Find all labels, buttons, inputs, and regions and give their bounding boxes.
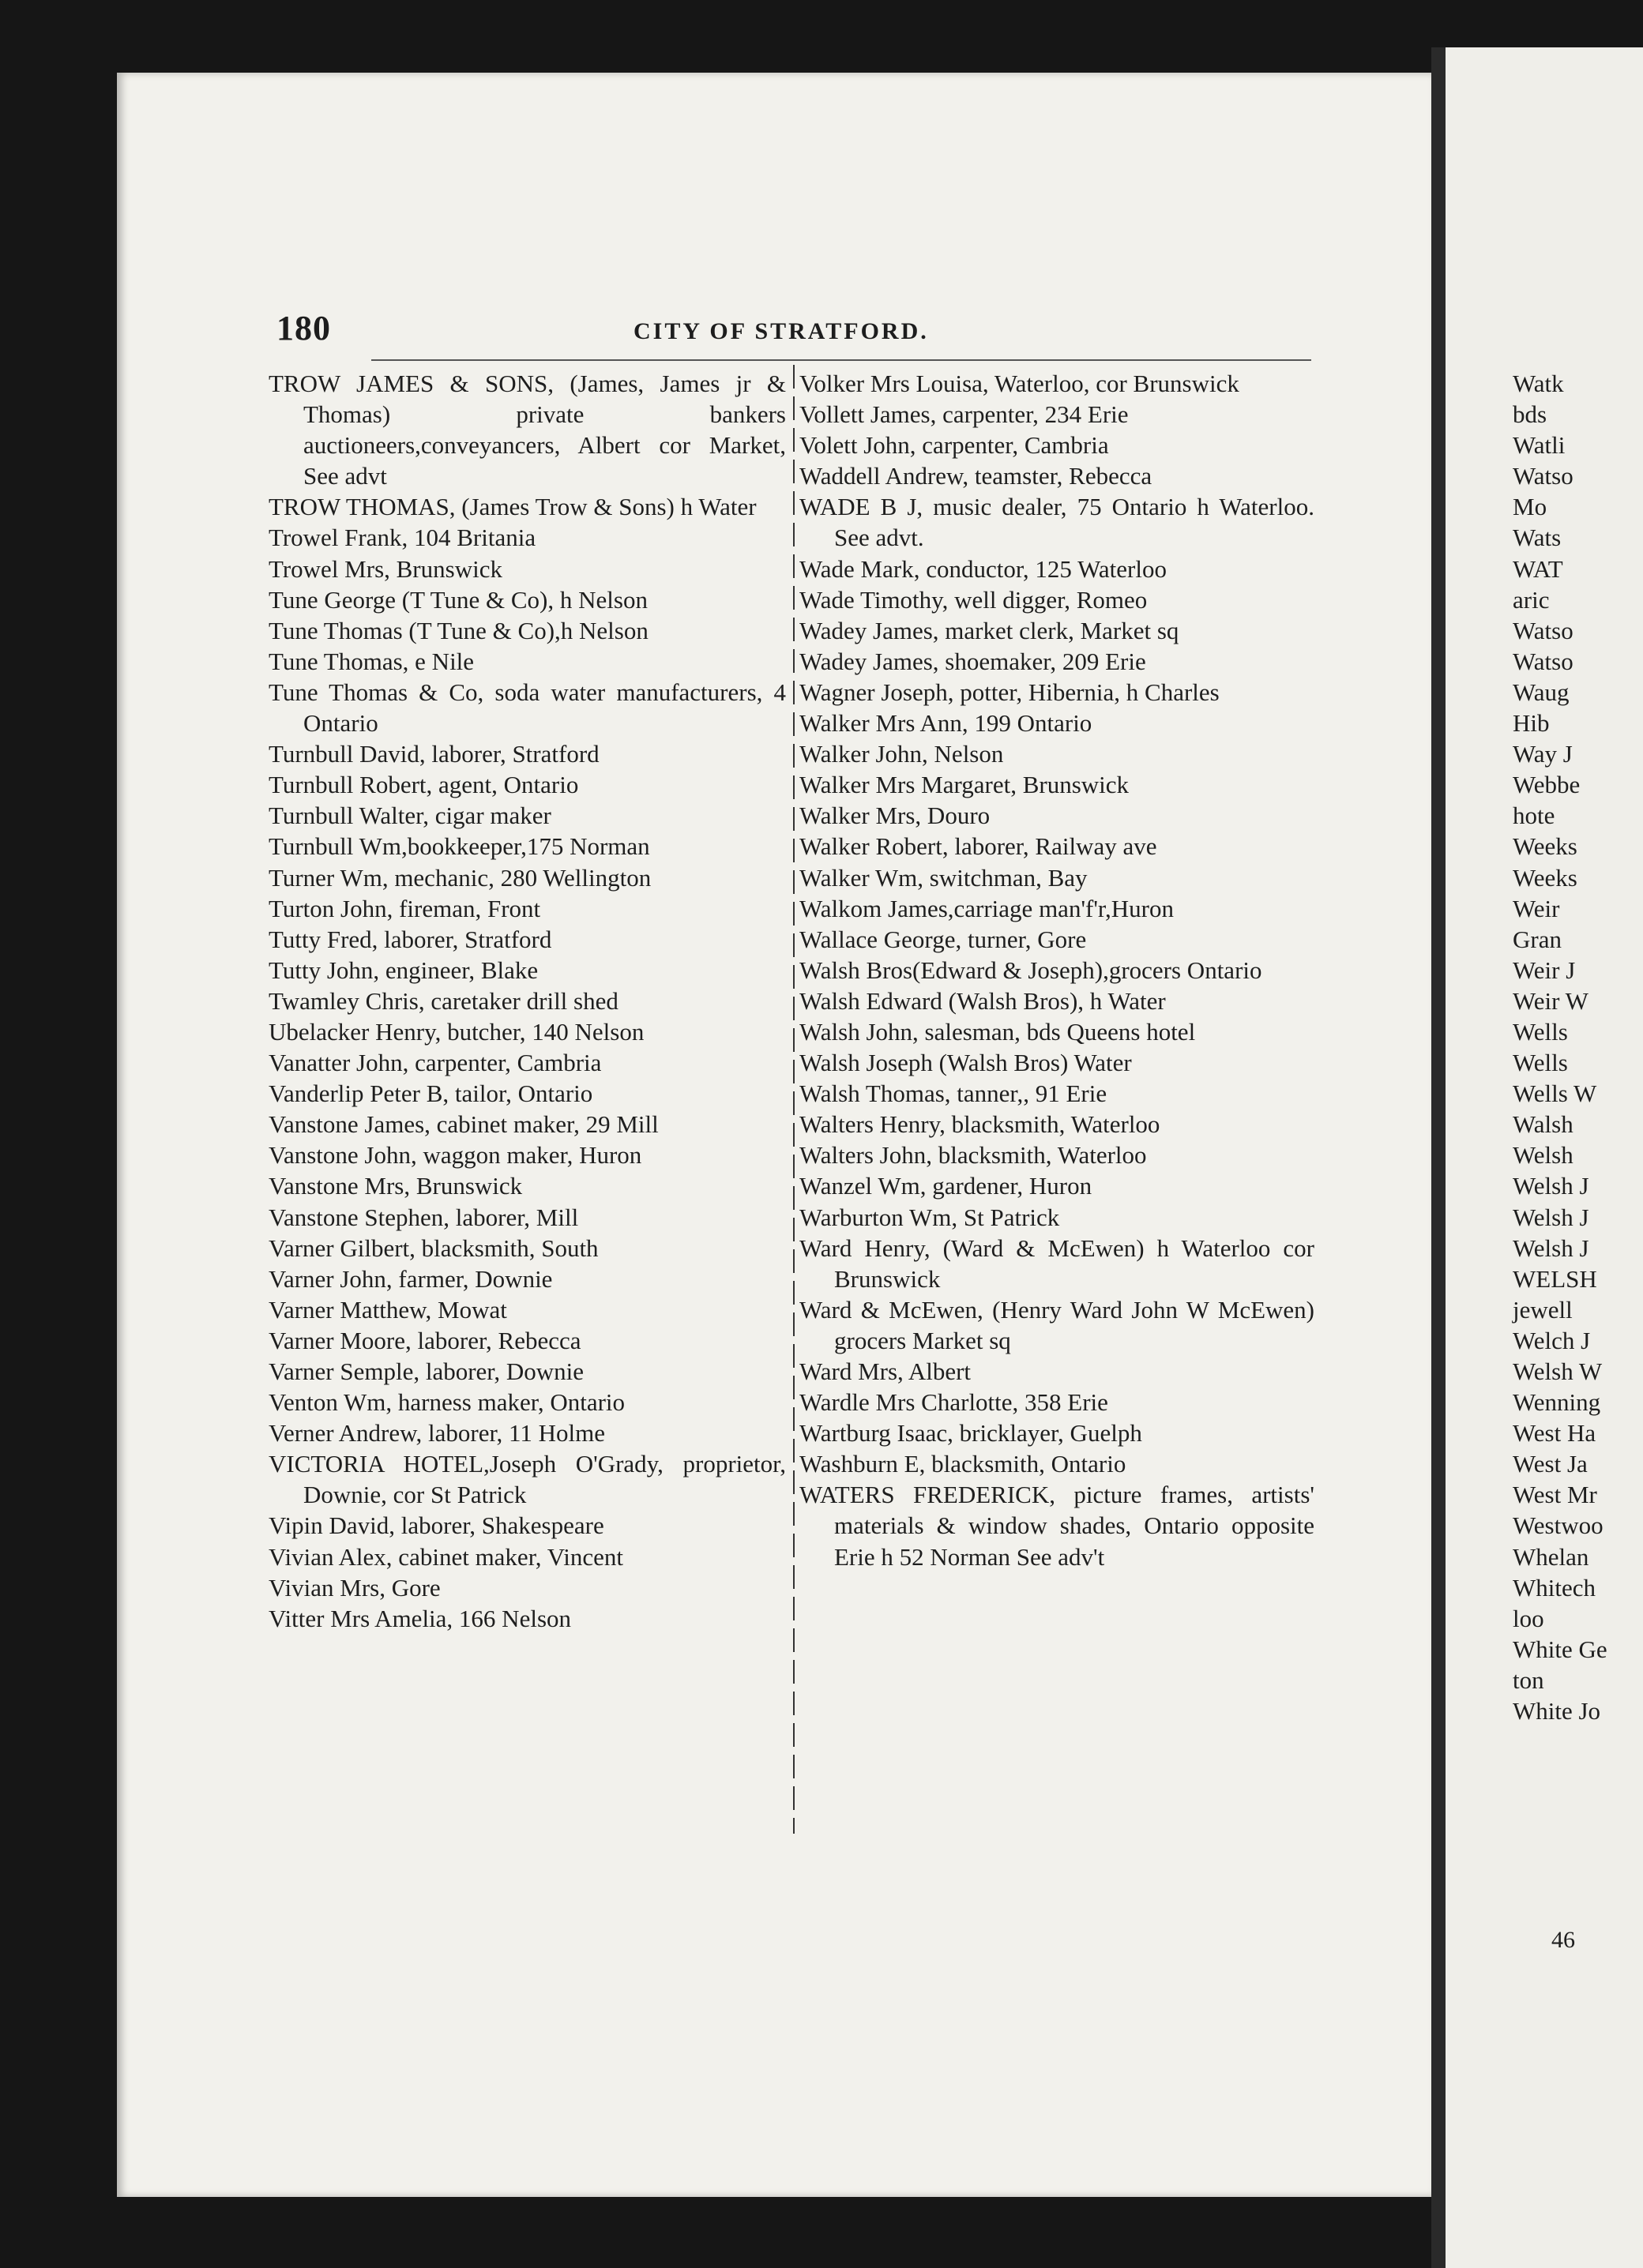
directory-entry: Watso — [1513, 462, 1573, 490]
directory-entry: White Ge — [1513, 1635, 1607, 1663]
header-rule — [371, 359, 1311, 361]
directory-entry: Walters Henry, blacksmith, Waterloo — [799, 1110, 1160, 1139]
directory-entry: Volett John, carpenter, Cambria — [799, 431, 1109, 460]
directory-entry: Welsh — [1513, 1141, 1573, 1170]
directory-entry: Washburn E, blacksmith, Ontario — [799, 1450, 1126, 1478]
directory-entry: Wallace George, turner, Gore — [799, 925, 1087, 953]
directory-entry: Tutty John, engineer, Blake — [269, 956, 539, 984]
directory-entry: Wadey James, shoemaker, 209 Erie — [799, 647, 1146, 675]
directory-entry: Ubelacker Henry, butcher, 140 Nelson — [269, 1017, 645, 1046]
directory-entry: aric — [1513, 585, 1550, 614]
directory-entry: Wenning — [1513, 1388, 1601, 1417]
directory-entry: Wats — [1513, 524, 1562, 552]
directory-entry: Weeks — [1513, 863, 1577, 892]
directory-entry: Vanstone Stephen, laborer, Mill — [269, 1203, 579, 1231]
directory-entry: Vanderlip Peter B, tailor, Ontario — [269, 1080, 593, 1108]
directory-entry: WELSH — [1513, 1264, 1597, 1293]
directory-entry: Welch J — [1513, 1326, 1591, 1354]
directory-entry: Weir J — [1513, 956, 1576, 984]
directory-entry: Trowel Mrs, Brunswick — [269, 554, 502, 583]
directory-entry: Varner Moore, laborer, Rebecca — [269, 1326, 581, 1354]
running-title: CITY OF STRATFORD. — [634, 318, 929, 344]
directory-entry: Way J — [1513, 740, 1573, 768]
directory-entry: Welsh J — [1513, 1234, 1589, 1262]
directory-entry: WAT — [1513, 554, 1563, 583]
directory-entry: Walker Mrs Ann, 199 Ontario — [799, 709, 1092, 738]
directory-entry: Vollett James, carpenter, 234 Erie — [799, 400, 1129, 429]
directory-entry: Turner Wm, mechanic, 280 Wellington — [269, 863, 652, 892]
directory-entry: Vivian Alex, cabinet maker, Vincent — [269, 1542, 623, 1571]
directory-entry: Wartburg Isaac, bricklayer, Guelph — [799, 1419, 1142, 1448]
directory-entry: Walsh John, salesman, bds Queens hotel — [799, 1017, 1196, 1046]
directory-entry: Whitech — [1513, 1573, 1596, 1601]
directory-entry: Venton Wm, harness maker, Ontario — [269, 1388, 626, 1417]
directory-entry: Wadey James, market clerk, Market sq — [799, 616, 1179, 644]
directory-entry: Wells — [1513, 1049, 1568, 1077]
directory-entry: Tune George (T Tune & Co), h Nelson — [269, 585, 648, 614]
directory-entry: WADE B J, music dealer, 75 Ontario h Waterloo. See advt. — [799, 493, 1314, 552]
directory-entry: Warburton Wm, St Patrick — [799, 1203, 1060, 1231]
directory-entry: Wells — [1513, 1017, 1568, 1046]
directory-entry: Welsh J — [1513, 1203, 1589, 1231]
right-page-number: 46 — [1551, 1927, 1575, 1953]
directory-entry: Wardle Mrs Charlotte, 358 Erie — [799, 1388, 1108, 1417]
directory-entry: Walker Wm, switchman, Bay — [799, 863, 1088, 892]
directory-entry: Waddell Andrew, teamster, Rebecca — [799, 462, 1152, 490]
directory-entry: Welsh J — [1513, 1172, 1589, 1200]
directory-entry: Walsh Bros(Edward & Joseph),grocers Ontario — [799, 956, 1262, 984]
directory-column-left — [269, 368, 786, 1634]
book-spine — [1431, 47, 1446, 2268]
directory-entry: Waug — [1513, 678, 1570, 706]
directory-entry: Volker Mrs Louisa, Waterloo, cor Brunswick — [799, 370, 1239, 397]
directory-entry: Varner Semple, laborer, Downie — [269, 1357, 585, 1385]
directory-entry: Vanstone Mrs, Brunswick — [269, 1172, 523, 1200]
directory-entry: Watso — [1513, 647, 1573, 675]
directory-entry: Turton John, fireman, Front — [269, 894, 541, 922]
directory-entry: Wade Mark, conductor, 125 Waterloo — [799, 554, 1167, 583]
directory-entry: Vitter Mrs Amelia, 166 Nelson — [269, 1604, 572, 1632]
directory-entry: Mo — [1513, 493, 1547, 521]
directory-entry: WATERS FREDERICK, picture frames, artists' materials & window shades, Ontario opposite Erie h 52 Norman See adv't — [799, 1481, 1314, 1571]
directory-entry: Verner Andrew, laborer, 11 Holme — [269, 1419, 606, 1448]
directory-entry: loo — [1513, 1604, 1544, 1632]
directory-entry: ton — [1513, 1665, 1544, 1694]
directory-entry: West Ja — [1513, 1450, 1588, 1478]
directory-entry: Trowel Frank, 104 Britania — [269, 524, 536, 552]
directory-entry: Tune Thomas & Co, soda water manufacturers, 4 Ontario — [269, 678, 786, 738]
directory-entry: Ward & McEwen, (Henry Ward John W McEwen) grocers Market sq — [799, 1295, 1314, 1354]
directory-entry: Walker John, Nelson — [799, 740, 1004, 768]
directory-entry: Varner John, farmer, Downie — [269, 1264, 553, 1293]
directory-entry: Gran — [1513, 925, 1562, 953]
directory-entry: bds — [1513, 400, 1547, 429]
directory-column-right-partial — [1513, 368, 1643, 1726]
directory-entry: Webbe — [1513, 771, 1581, 799]
directory-entry: Weir W — [1513, 986, 1588, 1015]
directory-entry: Vanstone John, waggon maker, Huron — [269, 1141, 642, 1170]
directory-entry: Weeks — [1513, 832, 1577, 861]
directory-entry: Watli — [1513, 431, 1566, 460]
directory-entry: Turnbull Wm,bookkeeper,175 Norman — [269, 832, 650, 861]
directory-entry: Walsh Edward (Walsh Bros), h Water — [799, 986, 1166, 1015]
directory-entry: Tune Thomas (T Tune & Co),h Nelson — [269, 616, 649, 644]
directory-entry: Wanzel Wm, gardener, Huron — [799, 1172, 1092, 1200]
directory-entry: VICTORIA HOTEL,Joseph O'Grady, proprietor, Downie, cor St Patrick — [269, 1450, 786, 1509]
directory-entry: Watk — [1513, 370, 1564, 397]
directory-entry: Varner Matthew, Mowat — [269, 1295, 507, 1324]
directory-entry: Ward Henry, (Ward & McEwen) h Waterloo cor Brunswick — [799, 1234, 1314, 1293]
directory-entry: Walker Mrs Margaret, Brunswick — [799, 771, 1130, 799]
directory-entry: Walsh Joseph (Walsh Bros) Water — [799, 1049, 1132, 1077]
directory-entry: Turnbull Robert, agent, Ontario — [269, 771, 579, 799]
directory-entry: Turnbull David, laborer, Stratford — [269, 740, 600, 768]
directory-entry: Walker Robert, laborer, Railway ave — [799, 832, 1157, 861]
directory-entry: Weir — [1513, 894, 1560, 922]
directory-entry: Turnbull Walter, cigar maker — [269, 802, 551, 830]
directory-entry: Tutty Fred, laborer, Stratford — [269, 925, 552, 953]
directory-entry: Vanstone James, cabinet maker, 29 Mill — [269, 1110, 659, 1139]
directory-entry: Westwoo — [1513, 1511, 1604, 1540]
column-divider — [793, 365, 795, 1834]
directory-entry: Walsh — [1513, 1110, 1573, 1139]
directory-entry: Walkom James,carriage man'f'r,Huron — [799, 894, 1174, 922]
directory-entry: Walters John, blacksmith, Waterloo — [799, 1141, 1147, 1170]
directory-entry: Watso — [1513, 616, 1573, 644]
directory-entry: Varner Gilbert, blacksmith, South — [269, 1234, 599, 1262]
directory-entry: West Ha — [1513, 1419, 1596, 1448]
directory-entry: Wells W — [1513, 1080, 1597, 1108]
directory-entry: Twamley Chris, caretaker drill shed — [269, 986, 618, 1015]
directory-entry: TROW THOMAS, (James Trow & Sons) h Water — [269, 493, 757, 521]
directory-entry: Ward Mrs, Albert — [799, 1357, 972, 1385]
directory-entry: Wade Timothy, well digger, Romeo — [799, 585, 1148, 614]
directory-column-middle — [799, 368, 1314, 1572]
directory-entry: Wagner Joseph, potter, Hibernia, h Charles — [799, 678, 1220, 706]
directory-entry: White Jo — [1513, 1697, 1601, 1725]
directory-entry: Welsh W — [1513, 1357, 1603, 1385]
directory-entry: Whelan — [1513, 1542, 1589, 1571]
directory-entry: Vanatter John, carpenter, Cambria — [269, 1049, 602, 1077]
directory-entry: Walker Mrs, Douro — [799, 802, 991, 830]
directory-entry: West Mr — [1513, 1481, 1597, 1509]
directory-entry: Hib — [1513, 709, 1550, 738]
directory-entry: Walsh Thomas, tanner,, 91 Erie — [799, 1080, 1107, 1108]
directory-entry: hote — [1513, 802, 1555, 830]
directory-entry: Tune Thomas, e Nile — [269, 647, 475, 675]
directory-entry: jewell — [1513, 1295, 1573, 1324]
directory-entry: TROW JAMES & SONS, (James, James jr & Thomas) private bankers auctioneers,conveyancers, Albert cor Market, See advt — [269, 370, 786, 490]
directory-entry: Vipin David, laborer, Shakespeare — [269, 1511, 604, 1540]
directory-entry: Vivian Mrs, Gore — [269, 1573, 441, 1601]
page-number: 180 — [276, 309, 331, 347]
